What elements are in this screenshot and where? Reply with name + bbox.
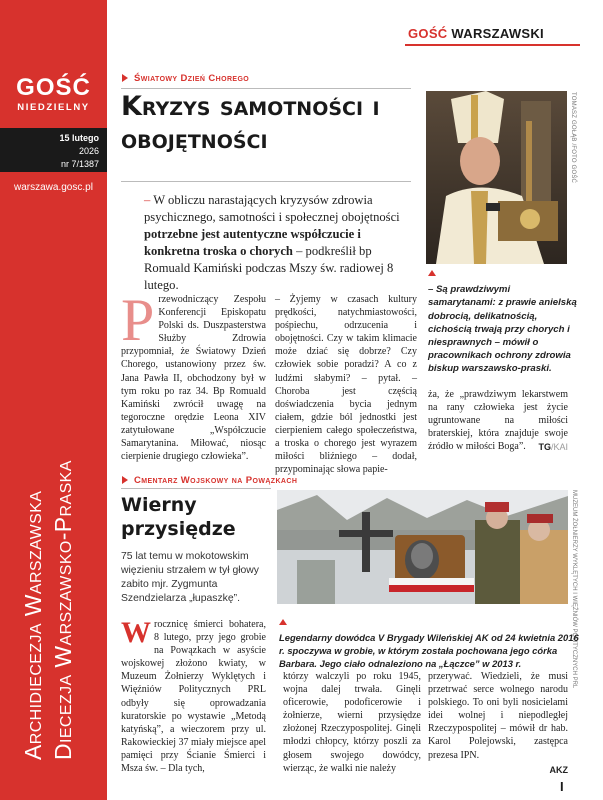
article1-lead: – W obliczu narastających kryzysów zdrowia psychicznego, samotności i społecznej obojętności potrzebne jest autentyczne współczucie i konkretna troska o chorych – podkreślił bp Romuald Kamiński podczas Mszy św. radiowej 8 lutego. [144, 193, 400, 292]
diocese-vertical-text [18, 460, 78, 760]
logo-main-text: GOŚĆ [16, 74, 91, 101]
dropcap-w: W [121, 616, 151, 649]
page-number: I [560, 779, 564, 794]
article2-section-rule [121, 488, 271, 489]
article1-photo-caption: – Są prawdziwymi samarytanami: z prawie anielską dobrocią, delikatnością, cichością trwają przy chorych i niesprawnych – mówił o pracownikach ochrony zdrowia biskup warszawsko-praski. [428, 270, 578, 376]
article2-signature: AKZ [549, 764, 568, 775]
article2-column-1: Wrocznicę śmierci bohatera, 8 lutego, przy jego grobie na Powązkach w asyście wojskowej złożono kwiaty, w Muzeum Żołnierzy Wyklętych i Więźniów Politycznych PRL odbyły się oprowadzania kuratorskie po wystawie „Metodą katyńską”, a wieczorem przy ul. Rakowieckiej 37 miały miejsce apel pamięci przy Ścianie Śmierci i Msza św. – Dla tych, [121, 616, 266, 775]
bishop-photo-illustration [426, 91, 567, 264]
header-brand-black: WARSZAWSKI [451, 26, 544, 41]
dropcap-p: P [121, 287, 155, 353]
article2-title: Wierny przysiędze [121, 494, 236, 540]
photo-credit-2: MUZEUM ŻOŁNIERZY WYKLĘTYCH I WIĘŹNIÓW POLITYCZNYCH PRL [571, 490, 577, 689]
sidebar-band [0, 0, 107, 800]
issue-box [0, 128, 107, 172]
issue-year: 2026 [78, 146, 99, 156]
site-url[interactable]: warszawa.gosc.pl [14, 182, 93, 193]
article1-column-2: – Żyjemy w czasach kultury prędkości, natychmiastowości, pośpiechu, odrzucenia i obojętności. Czy w takim klimacie może dziać się dobrze? Czy człowiek sobie poradzi? A co z ludźmi słabymi? – pytał. – Choroba jest częścią doświadczenia bycia jednym ciałem, gdzie ból jednostki jest cierpieniem całego społeczeństwa, a troska o chorego jest wyrazem miłości bliźniego – dodał, przypominając słowa papie- [275, 294, 417, 476]
header-brand [408, 26, 544, 41]
article2-section-label: Cmentarz Wojskowy na Powązkach [121, 475, 297, 486]
article1-column-1: Przewodniczący Zespołu Konferencji Episkopatu Polski ds. Duszpasterstwa Służby Zdrowia przypomniał, że Światowy Dzień Chorego, ustanowiony przez św. Jana Pawła II, obchodzony był w tym roku po raz 34. Bp Romuald Kamiński zwrócił uwagę na tegoroczne orędzie Leona XIV zatytułowane „Współczucie Samarytanina. Miłować, niosąc cierpienie drugiego człowieka”. [121, 287, 266, 463]
article1-section-rule [121, 88, 411, 89]
article1-lead-rule [121, 181, 411, 182]
logo-sub-text: NIEDZIELNY [17, 102, 90, 113]
issue-number: nr 7/1387 [60, 159, 99, 169]
caption-marker-icon [279, 619, 287, 625]
gosc-logo [0, 76, 107, 113]
article2-lead: 75 lat temu w mokotowskim więzieniu strzałem w tył głowy zabito mjr. Zygmunta Szendzielarza „łupaszkę”. [121, 551, 260, 604]
photo-credit-1: TOMASZ GOŁĄB /FOTO GOŚĆ [570, 92, 576, 184]
cemetery-photo [277, 490, 568, 604]
article1-signature: TG/KAI [538, 442, 568, 453]
bishop-photo [426, 91, 567, 264]
diocese-line-2: Diecezja Warszawsko-Praska [50, 460, 76, 760]
diocese-line-1: Archidiecezja Warszawska [20, 490, 46, 760]
cemetery-photo-illustration [277, 490, 568, 604]
header-brand-red: GOŚĆ [408, 26, 448, 41]
article2-column-3: przerywać. Wiedzieli, że musi przetrwać serce wolnego narodu polskiego. To oni byli nosicielami idei wolnej i niepodległej Rzeczypospolitej – mówił dr hab. Karol Polejowski, zastępca prezesa IPN. AKZ [428, 670, 568, 777]
article2-column-2: którzy walczyli po roku 1945, wojna dalej trwała. Ginęli oficerowie, podoficerowie i żołnierze, wierni przysiędze złożonej Rzeczypospolitej. Ginęli młodzi chłopcy, którzy poszli za głosem swojego dowódcy, wierząc, że walki nie należy [283, 671, 421, 774]
article1-column-3: ża, że „prawdziwym lekarstwem na rany człowieka jest życie ugruntowane na miłości braterskiej, która znajduje swoje źródło w miłości Boga”. TG/KAI [428, 388, 568, 455]
triangle-marker-icon [122, 476, 128, 484]
article1-section-label: Światowy Dzień Chorego [121, 73, 249, 84]
header-rule [405, 44, 580, 46]
caption-marker-icon [428, 270, 436, 276]
triangle-marker-icon [122, 74, 128, 82]
issue-date: 15 lutego [59, 133, 99, 143]
article1-title: Kryzys samotności i obojętności [121, 91, 380, 155]
article2-photo-caption: Legendarny dowódca V Brygady Wileńskiej AK od 24 kwietnia 2016 r. spoczywa w grobie, w którym została pochowana jego córka Barbara. Jego ciało odnaleziono na „Łączce” w 2013 r. [279, 618, 579, 670]
